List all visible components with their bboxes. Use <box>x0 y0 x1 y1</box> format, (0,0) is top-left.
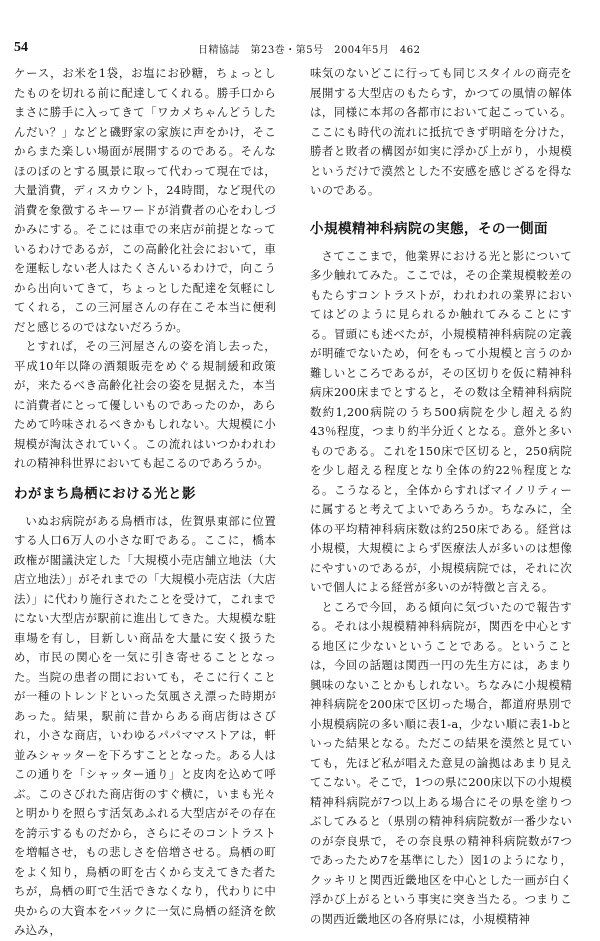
page-header <box>14 40 586 56</box>
right-column <box>310 64 572 926</box>
body-paragraph: ケース，お米を1袋，お塩にお砂糖，ちょっとしたものを切れる前に配達してくれる。勝手口からまさに勝手に入ってきて「ワカメちゃんどうしたんだい？」などと磯野家の家族に声をかけ，そこからまた楽しい場面が展開するのである。そんなほのぼのとする風景に取って代わって現在では，大量消費，ディスカウント，24時間，など現代の消費を象徴するキーワードが消費者の心をわしづかみにする。そこには車での来店が前提となっているわけであるが，この高齢化社会において，車を運転しない老人はたくさんいるわけで，向こうから出向いてきて，ちょっとした配達を気軽にしてくれる，この三河屋さんの存在こそ本当に便利だと感じるのではないだろうか。 <box>14 66 276 334</box>
body-paragraph: さてここまで，他業界における光と影について多少触れてみた。ここでは，その企業規模較差のもたらすコントラストが，われわれの業界においてはどのように見られるか触れてみることにする。冒頭にも述べたが，小規模精神科病院の定義が明確でないため，何をもって小規模と言うのか難しいところであるが，その区切りを仮に精神科病床200床までとすると，その数は全精神科病院数約1,200病院のうち500病院を少し超える約43％程度，つまり約半分近くとなる。意外と多いものである。これを150床で区切ると，250病院を少し超える程度となり全体の約22％程度となる。こうなると，全体からすればマイノリティーに属すると考えてよいであろうか。ちなみに，全体の平均精神科病床数は約250床である。経営は小規模，大規模によらず医療法人が多いのは想像にやすいのであるが，小規模病院では，それに次いで個人による経営が多いのが特徴と言える。 <box>310 248 572 594</box>
section-heading: わがまち鳥栖における光と影 <box>14 485 196 502</box>
body-paragraph: いぬお病院がある鳥栖市は，佐賀県東部に位置する人口6万人の小さな町である。ここに，橋本政権が閣議決定した「大規模小売店舗立地法（大店立地法）」がそれまでの「大規模小売店法（大店法）」に代わり施行されたことを受けて，これまでにない大型店が駅前に進出してきた。大規模な駐車場を有し，目新しい商品を大量に安く扱うため，市民の関心を一気に引き寄せることとなった。当院の患者の間においても，そこに行くことが一種のトレンドといった気風さえ漂った時期があった。結果，駅前に昔からある商店街はさびれ，小さな商店，いわゆるパパママストアは，軒並みシャッターを下ろすこととなった。ある人はこの通りを「シャッター通り」と皮肉を込めて呼ぶ。このさびれた商店街のすぐ横に，いまも光々と明かりを照らす活気あふれる大型店がその存在を誇示するものだから，さらにそのコントラストを増幅させ，もの悲しさを倍増させる。鳥栖の町をよく知り，鳥栖の町を古くから支えてきた者たちが，鳥栖の町で生活できなくなり，代わりに中央からの大資本をバックに一気に鳥栖の経済を飲み込み， <box>14 513 276 937</box>
body-paragraph: 味気のないどこに行っても同じスタイルの商売を展開する大型店のもたらす，かつての風情の解体は，同様に本邦の各都市において起こっている。ここにも時代の流れに抵抗できず明暗を分けた，勝者と敗者の構図が如実に浮かび上がり，小規模というだけで漠然とした不安感を感じざるを得ないのである。 <box>310 66 572 197</box>
body-paragraph: ところで今回，ある傾向に気づいたので報告する。それは小規模精神科病院が，関西を中心とする地区に少ないということである。ということは，今回の話題は関西一円の先生方には，あまり興味のないことかもしれない。ちなみに小規模精神科病院を200床で区切った場合，都道府県別で小規模病院の多い順に表1-a，少ない順に表1-bといった結果となる。ただこの結果を漠然と見ていても，先ほど私が唱えた意見の論拠はあまり見えてこない。そこで，1つの県に200床以下の小規模精神科病院が7つ以上ある場合にその県を塗りつぶしてみると（県別の精神科病院数が一番少ないのが奈良県で，その奈良県の精神科病院数が7つであったため7を基準にした）図1のようになり，クッキリと関西近畿地区を中心とした一画が白く浮かび上がるという事実に突き当たる。つまりこの関西近畿地区の各府県には，小規模精神 <box>310 599 572 926</box>
body-paragraph: とすれば，その三河屋さんの姿を消し去った，平成10年以降の酒類販売をめぐる規制緩和政策が，来たるべき高齢化社会の姿を見据えた，本当に消費者にとって優しいものであったのか，あらためて吟味されるべきかもしれない。大規模に小規模が淘汰されていく。この流れはいつかわれわれの精神科世界においても起こるのであろうか。 <box>14 339 276 470</box>
page-number: 54 <box>14 40 28 55</box>
left-column <box>14 64 276 937</box>
journal-citation: 日精協誌 第23巻・第5号 2004年5月 462 <box>198 45 421 56</box>
section-heading: 小規模精神科病院の実態，その一側面 <box>310 220 548 237</box>
